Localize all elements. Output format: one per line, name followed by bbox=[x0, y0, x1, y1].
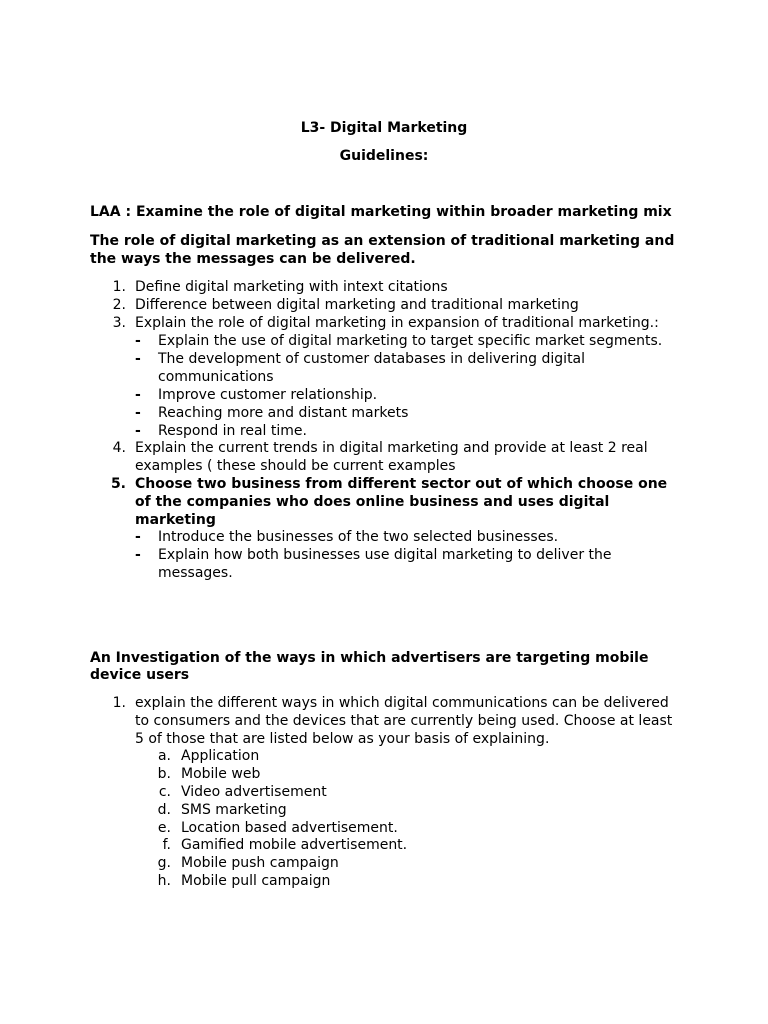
dash-bullet: - bbox=[135, 547, 141, 563]
dash-bullet: - bbox=[135, 423, 141, 439]
sub-list-item: Explain the use of digital marketing to target specific market segments. bbox=[158, 333, 663, 349]
role-heading-line2: the ways the messages can be delivered. bbox=[90, 251, 416, 267]
option-item: Location based advertisement. bbox=[181, 820, 398, 836]
letter-marker: d. bbox=[157, 802, 171, 818]
role-heading-line1: The role of digital marketing as an extension of traditional marketing and bbox=[90, 233, 675, 249]
laa-heading: LAA : Examine the role of digital marketing within broader marketing mix bbox=[90, 204, 672, 220]
option-item: Mobile pull campaign bbox=[181, 873, 331, 889]
sub-list-item-cont: messages. bbox=[158, 565, 233, 581]
list-item: Explain the role of digital marketing in expansion of traditional marketing.: bbox=[135, 315, 659, 331]
letter-marker: c. bbox=[158, 784, 171, 800]
list-item-cont: to consumers and the devices that are currently being used. Choose at least bbox=[135, 713, 673, 729]
list-item-cont: of the companies who does online business and uses digital bbox=[135, 494, 610, 510]
sub-list-item: Reaching more and distant markets bbox=[158, 405, 409, 421]
sub-list-item: The development of customer databases in delivering digital bbox=[158, 351, 586, 367]
list-number: 3. bbox=[112, 315, 126, 331]
letter-marker: f. bbox=[162, 837, 171, 853]
dash-bullet: - bbox=[135, 529, 141, 545]
dash-bullet: - bbox=[135, 333, 141, 349]
option-item: Gamified mobile advertisement. bbox=[181, 837, 408, 853]
dash-bullet: - bbox=[135, 351, 141, 367]
option-item: Application bbox=[181, 748, 260, 764]
list-number: 2. bbox=[112, 297, 126, 313]
list-item: Define digital marketing with intext citations bbox=[135, 279, 448, 295]
sub-list-item: Introduce the businesses of the two selected businesses. bbox=[158, 529, 559, 545]
list-item: explain the different ways in which digital communications can be delivered bbox=[135, 695, 669, 711]
letter-marker: a. bbox=[157, 748, 171, 764]
investigation-heading-line2: device users bbox=[90, 667, 190, 683]
list-number: 5. bbox=[110, 476, 126, 492]
investigation-heading-line1: An Investigation of the ways in which advertisers are targeting mobile bbox=[90, 650, 649, 666]
sub-list-item-cont: communications bbox=[158, 369, 274, 385]
option-item: Mobile web bbox=[181, 766, 261, 782]
letter-marker: g. bbox=[157, 855, 171, 871]
list-item: Choose two business from different sector out of which choose one bbox=[135, 476, 668, 492]
dash-bullet: - bbox=[135, 387, 141, 403]
option-item: Mobile push campaign bbox=[181, 855, 339, 871]
list-item: Difference between digital marketing and traditional marketing bbox=[135, 297, 579, 313]
dash-bullet: - bbox=[135, 405, 141, 421]
list-number: 1. bbox=[112, 695, 126, 711]
list-item-cont: examples ( these should be current examples bbox=[135, 458, 456, 474]
list-number: 1. bbox=[112, 279, 126, 295]
doc-title: L3- Digital Marketing bbox=[300, 120, 468, 136]
list-item-cont: 5 of those that are listed below as your basis of explaining. bbox=[135, 731, 550, 747]
list-item: Explain the current trends in digital marketing and provide at least 2 real bbox=[135, 440, 648, 456]
option-item: SMS marketing bbox=[181, 802, 287, 818]
letter-marker: b. bbox=[157, 766, 171, 782]
list-item-cont: marketing bbox=[135, 512, 216, 528]
sub-list-item: Improve customer relationship. bbox=[158, 387, 378, 403]
sub-list-item: Respond in real time. bbox=[158, 423, 307, 439]
sub-list-item: Explain how both businesses use digital marketing to deliver the bbox=[158, 547, 612, 563]
letter-marker: e. bbox=[157, 820, 171, 836]
doc-subtitle: Guidelines: bbox=[339, 148, 429, 164]
list-number: 4. bbox=[112, 440, 126, 456]
option-item: Video advertisement bbox=[181, 784, 327, 800]
letter-marker: h. bbox=[157, 873, 171, 889]
